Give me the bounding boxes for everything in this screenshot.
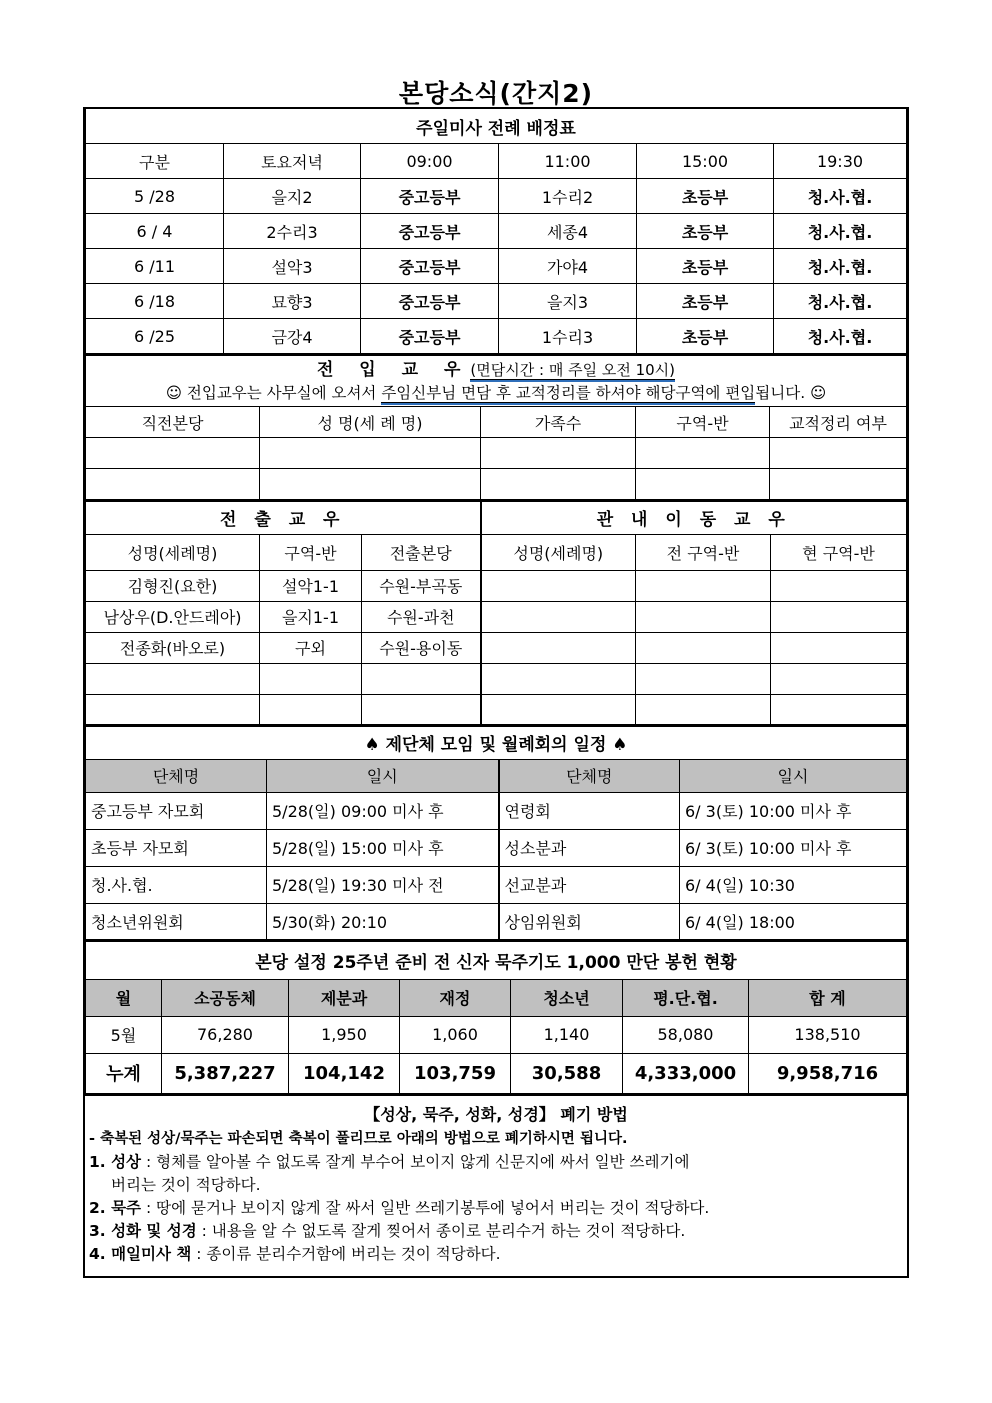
table-row bbox=[86, 1053, 907, 1093]
cell: 선교분과 bbox=[499, 866, 680, 903]
table-row bbox=[86, 249, 907, 284]
transfer-out-move-table bbox=[85, 500, 907, 725]
transfer-in-header bbox=[86, 355, 907, 407]
disposal-item-cont: 버리는 것이 적당하다. bbox=[111, 1175, 261, 1194]
cell: 을지3 bbox=[499, 284, 637, 319]
cell bbox=[481, 663, 636, 694]
cell: 30,588 bbox=[511, 1053, 623, 1093]
cell: 138,510 bbox=[749, 1016, 907, 1053]
cell: 청.사.협. bbox=[774, 214, 907, 249]
cell: 연령회 bbox=[499, 792, 680, 829]
table-row bbox=[86, 469, 907, 500]
cell: 6/ 4(일) 18:00 bbox=[680, 903, 907, 939]
table-row bbox=[86, 829, 907, 866]
cell: 중고등부 bbox=[361, 249, 499, 284]
table-row bbox=[86, 570, 907, 601]
mass-schedule-title: 주일미사 전례 배정표 bbox=[86, 109, 907, 144]
cell: 76,280 bbox=[162, 1016, 289, 1053]
cell: 1,950 bbox=[289, 1016, 400, 1053]
disposal-item bbox=[89, 1220, 903, 1243]
item-label: 4. 매일미사 책 bbox=[89, 1244, 192, 1263]
disposal-item bbox=[89, 1197, 903, 1220]
notice-suffix: 됩니다. ☺ bbox=[755, 383, 827, 402]
header-cell: 가족수 bbox=[481, 407, 636, 438]
header-cell: 09:00 bbox=[361, 144, 499, 179]
table-row bbox=[86, 1016, 907, 1053]
cell bbox=[636, 632, 771, 663]
date-cell: 6 /18 bbox=[86, 284, 224, 319]
cell: 설악1-1 bbox=[260, 570, 362, 601]
cell: 9,958,716 bbox=[749, 1053, 907, 1093]
cell: 104,142 bbox=[289, 1053, 400, 1093]
cell bbox=[86, 438, 260, 469]
cell: 중고등부 bbox=[361, 319, 499, 354]
table-row bbox=[86, 284, 907, 319]
cell: 중고등부 bbox=[361, 214, 499, 249]
meetings-title: ♠ 제단체 모임 및 월례회의 일정 ♠ bbox=[86, 726, 907, 760]
table-row bbox=[86, 179, 907, 214]
date-cell: 6 /11 bbox=[86, 249, 224, 284]
cell: 중고등부 자모회 bbox=[86, 792, 267, 829]
cell bbox=[260, 663, 362, 694]
cell: 청.사.협. bbox=[774, 319, 907, 354]
cell: 5/30(화) 20:10 bbox=[267, 903, 499, 939]
rosary-table bbox=[85, 940, 907, 1094]
cell: 5/28(일) 09:00 미사 후 bbox=[267, 792, 499, 829]
cell: 5/28(일) 15:00 미사 후 bbox=[267, 829, 499, 866]
header-cell: 일시 bbox=[680, 759, 907, 792]
header-cell: 구역-반 bbox=[260, 534, 362, 570]
cell bbox=[481, 570, 636, 601]
table-row bbox=[86, 792, 907, 829]
date-cell: 6 /25 bbox=[86, 319, 224, 354]
cell: 금강4 bbox=[224, 319, 361, 354]
cell bbox=[771, 570, 907, 601]
header-cell: 재정 bbox=[400, 979, 511, 1016]
cell bbox=[636, 694, 771, 724]
item-label: 2. 묵주 bbox=[89, 1198, 142, 1217]
header-cell: 직전본당 bbox=[86, 407, 260, 438]
cell: 1수리2 bbox=[499, 179, 637, 214]
cell bbox=[362, 663, 481, 694]
disposal-title: 【성상, 묵주, 성화, 성경】 폐기 방법 bbox=[364, 1104, 628, 1124]
header-cell: 청소년 bbox=[511, 979, 623, 1016]
cell bbox=[260, 469, 481, 500]
cell bbox=[481, 694, 636, 724]
disposal-intro: - 축복된 성상/묵주는 파손되면 축복이 풀리므로 아래의 방법으로 폐기하시면 됩니다. bbox=[89, 1130, 628, 1147]
mass-schedule-table bbox=[85, 109, 907, 354]
table-row bbox=[86, 632, 907, 663]
item-label: 3. 성화 및 성경 bbox=[89, 1221, 197, 1240]
cell: 수원-과천 bbox=[362, 601, 481, 632]
cell: 청.사.협. bbox=[86, 866, 267, 903]
cell: 2수리3 bbox=[224, 214, 361, 249]
cell: 5/28(일) 19:30 미사 전 bbox=[267, 866, 499, 903]
cell bbox=[636, 469, 770, 500]
cell bbox=[481, 632, 636, 663]
cell: 1,140 bbox=[511, 1016, 623, 1053]
header-cell: 단체명 bbox=[499, 759, 680, 792]
cell: 청.사.협. bbox=[774, 249, 907, 284]
header-cell: 제분과 bbox=[289, 979, 400, 1016]
notice-prefix: ☺ 전입교우는 사무실에 오셔서 bbox=[165, 383, 382, 402]
meetings-table bbox=[85, 725, 907, 940]
cell: 설악3 bbox=[224, 249, 361, 284]
header-cell: 월 bbox=[86, 979, 162, 1016]
cell: 누계 bbox=[86, 1053, 162, 1093]
cell bbox=[771, 632, 907, 663]
internal-move-title: 관 내 이 동 교 우 bbox=[481, 501, 907, 534]
cell bbox=[86, 663, 260, 694]
cell bbox=[771, 663, 907, 694]
cell: 4,333,000 bbox=[623, 1053, 749, 1093]
header-cell: 19:30 bbox=[774, 144, 907, 179]
header-cell: 합 계 bbox=[749, 979, 907, 1016]
table-row bbox=[86, 319, 907, 354]
cell bbox=[770, 469, 907, 500]
cell bbox=[636, 601, 771, 632]
cell bbox=[771, 694, 907, 724]
cell: 초등부 자모회 bbox=[86, 829, 267, 866]
header-cell: 구분 bbox=[86, 144, 224, 179]
header-cell: 단체명 bbox=[86, 759, 267, 792]
cell: 58,080 bbox=[623, 1016, 749, 1053]
disposal-section bbox=[85, 1094, 907, 1276]
header-cell: 구역-반 bbox=[636, 407, 770, 438]
cell: 상임위원회 bbox=[499, 903, 680, 939]
cell bbox=[362, 694, 481, 724]
cell: 6/ 4(일) 10:30 bbox=[680, 866, 907, 903]
cell: 김형진(요한) bbox=[86, 570, 260, 601]
header-cell: 11:00 bbox=[499, 144, 637, 179]
item-label: 1. 성상 bbox=[89, 1152, 142, 1171]
cell: 청.사.협. bbox=[774, 179, 907, 214]
cell bbox=[481, 601, 636, 632]
header-cell: 전 구역-반 bbox=[636, 534, 771, 570]
cell: 5월 bbox=[86, 1016, 162, 1053]
cell: 을지2 bbox=[224, 179, 361, 214]
cell: 103,759 bbox=[400, 1053, 511, 1093]
item-text: : 종이류 분리수거함에 버리는 것이 적당하다. bbox=[191, 1244, 501, 1263]
cell: 초등부 bbox=[637, 179, 774, 214]
header-cell: 소공동체 bbox=[162, 979, 289, 1016]
table-row bbox=[86, 903, 907, 939]
date-cell: 6 / 4 bbox=[86, 214, 224, 249]
cell: 청소년위원회 bbox=[86, 903, 267, 939]
cell bbox=[771, 601, 907, 632]
notice-underlined: 주임신부님 면담 후 교적정리를 하셔야 해당구역에 편입 bbox=[381, 383, 756, 402]
cell: 가야4 bbox=[499, 249, 637, 284]
header-cell: 15:00 bbox=[637, 144, 774, 179]
table-row bbox=[86, 663, 907, 694]
table-row bbox=[86, 694, 907, 724]
rosary-title: 본당 설정 25주년 준비 전 신자 묵주기도 1,000 만단 봉헌 현황 bbox=[86, 941, 907, 980]
cell bbox=[86, 694, 260, 724]
cell: 청.사.협. bbox=[774, 284, 907, 319]
cell bbox=[636, 663, 771, 694]
disposal-item bbox=[89, 1243, 903, 1266]
cell: 수원-부곡동 bbox=[362, 570, 481, 601]
cell: 1수리3 bbox=[499, 319, 637, 354]
cell: 1,060 bbox=[400, 1016, 511, 1053]
cell bbox=[481, 438, 636, 469]
table-row bbox=[86, 438, 907, 469]
transfer-in-title: 전 입 교 우 bbox=[316, 359, 471, 380]
header-cell: 전출본당 bbox=[362, 534, 481, 570]
cell: 중고등부 bbox=[361, 284, 499, 319]
cell bbox=[636, 438, 770, 469]
cell: 남상우(D.안드레아) bbox=[86, 601, 260, 632]
header-cell: 성명(세례명) bbox=[481, 534, 636, 570]
disposal-item bbox=[89, 1151, 903, 1174]
cell: 성소분과 bbox=[499, 829, 680, 866]
cell: 초등부 bbox=[637, 214, 774, 249]
cell: 을지1-1 bbox=[260, 601, 362, 632]
header-cell: 성명(세례명) bbox=[86, 534, 260, 570]
header-cell: 성 명(세 례 명) bbox=[260, 407, 481, 438]
item-text: : 형체를 알아볼 수 없도록 잘게 부수어 보이지 않게 신문지에 싸서 일반 쓰레기에 bbox=[141, 1152, 690, 1171]
cell bbox=[481, 469, 636, 500]
cell: 6/ 3(토) 10:00 미사 후 bbox=[680, 792, 907, 829]
cell: 초등부 bbox=[637, 249, 774, 284]
cell bbox=[86, 469, 260, 500]
transfer-in-table bbox=[85, 354, 907, 500]
cell: 6/ 3(토) 10:00 미사 후 bbox=[680, 829, 907, 866]
cell: 묘향3 bbox=[224, 284, 361, 319]
cell: 구외 bbox=[260, 632, 362, 663]
cell: 수원-용이동 bbox=[362, 632, 481, 663]
header-cell: 교적정리 여부 bbox=[770, 407, 907, 438]
cell bbox=[770, 438, 907, 469]
cell bbox=[260, 438, 481, 469]
cell: 5,387,227 bbox=[162, 1053, 289, 1093]
cell: 초등부 bbox=[637, 319, 774, 354]
cell bbox=[636, 570, 771, 601]
cell: 전종화(바오로) bbox=[86, 632, 260, 663]
date-cell: 5 /28 bbox=[86, 179, 224, 214]
page-title: 본당소식(간지2) bbox=[398, 79, 594, 108]
transfer-out-title: 전 출 교 우 bbox=[86, 501, 481, 534]
header-cell: 현 구역-반 bbox=[771, 534, 907, 570]
interview-time: (면담시간 : 매 주일 오전 10시) bbox=[470, 360, 676, 379]
cell: 중고등부 bbox=[361, 179, 499, 214]
table-row bbox=[86, 601, 907, 632]
item-text: : 땅에 묻거나 보이지 않게 잘 싸서 일반 쓰레기봉투에 넣어서 버리는 것이 적당하다. bbox=[141, 1198, 710, 1217]
item-text: : 내용을 알 수 없도록 잘게 찢어서 종이로 분리수거 하는 것이 적당하다. bbox=[196, 1221, 686, 1240]
cell: 초등부 bbox=[637, 284, 774, 319]
bulletin-frame bbox=[83, 107, 909, 1278]
header-cell: 평.단.협. bbox=[623, 979, 749, 1016]
header-cell: 토요저녁 bbox=[224, 144, 361, 179]
table-row bbox=[86, 214, 907, 249]
header-cell: 일시 bbox=[267, 759, 499, 792]
table-row bbox=[86, 866, 907, 903]
cell: 세종4 bbox=[499, 214, 637, 249]
cell bbox=[260, 694, 362, 724]
